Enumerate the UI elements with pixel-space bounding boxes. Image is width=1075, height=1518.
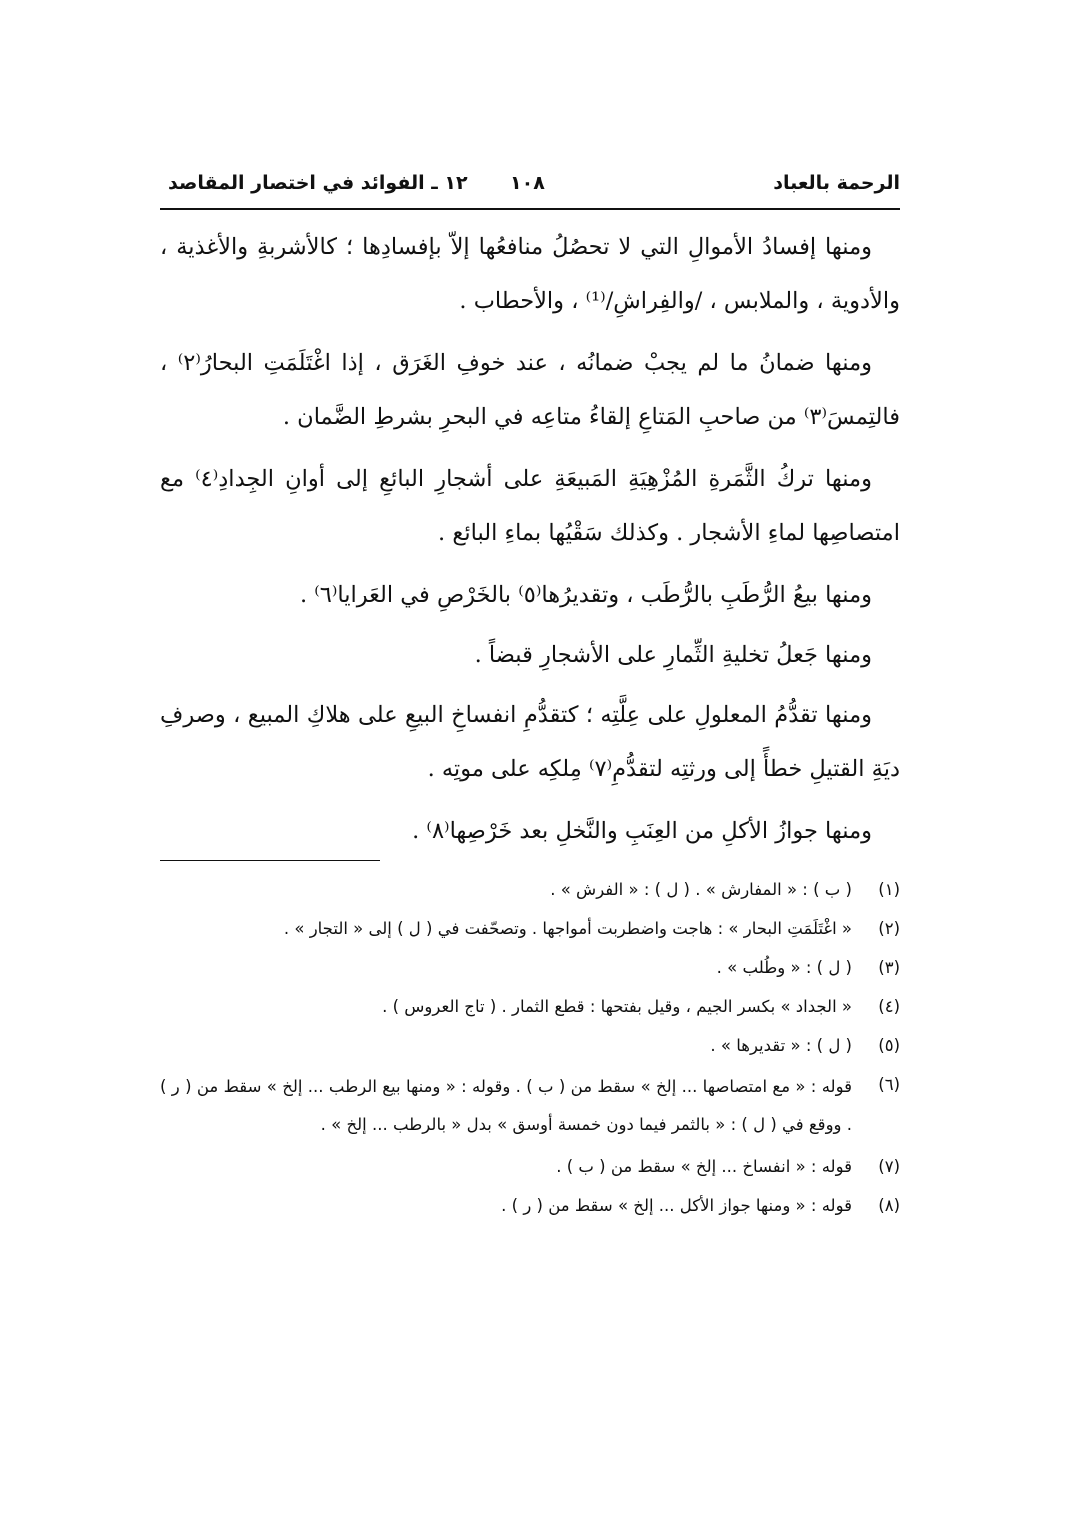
paragraph: ومنها تركُ الثَّمَرةِ المُزْهِيَةِ المَبيعَةِ على أشجارِ البائعِ إلى أوانِ الجِدادِ⁽٤⁾ مع امتصاصِها لماءِ الأشجار . وكذلك سَقْيُها بماءِ البائع . xyxy=(160,466,900,546)
footnote xyxy=(160,873,900,906)
footnotes xyxy=(160,873,900,1222)
footnote-rule xyxy=(160,860,380,861)
footnote-number: (٣) xyxy=(878,958,900,977)
page-number: ١٠٨ xyxy=(510,172,545,194)
paragraph: ومنها جوازُ الأكلِ من العِنَبِ والنَّخلِ بعد خَرْصِها⁽٨⁾ . xyxy=(412,818,872,844)
footnote xyxy=(160,990,900,1023)
footnote-text: ( ل ) : « وطُلب » . xyxy=(716,958,852,977)
header-rule xyxy=(160,208,900,210)
footnote xyxy=(160,1068,900,1144)
footnote-number: (٢) xyxy=(878,919,900,938)
main-text xyxy=(160,220,900,858)
footnote xyxy=(160,1029,900,1062)
footnote-text: قوله : « مع امتصاصها ... إلخ » سقط من ( ب ) . وقوله : « ومنها بيع الرطب ... إلخ » سقط من ( ر ) . ووقع في ( ل ) : « بالثمر فيما دون خمسة أوسق » بدل « بالرطب ... إلخ » . xyxy=(160,1077,852,1134)
footnote-number: (٥) xyxy=(878,1036,900,1055)
paragraph: ومنها جَعلُ تخليةِ الثِّمارِ على الأشجارِ قبضاً . xyxy=(474,642,872,668)
paragraph: ومنها تقدُّمُ المعلولِ على عِلَّتِه ؛ كتقدُّمِ انفساخِ البيعِ على هلاكِ المبيع ، وصرفِ ديَةِ القتيلِ خطأً إلى ورثتِه لتقدُّمِ⁽٧⁾ مِلكِه على موتِه . xyxy=(160,702,900,782)
paragraph: ومنها ضمانُ ما لم يجبْ ضمانُه ، عند خوفِ الغَرَق ، إذا اغْتَلَمَتِ البحارُ⁽٢⁾ ، فالتِمسَ⁽٣⁾ من صاحبِ المَتاعِ إلقاءُ متاعِه في البحرِ بشرطِ الضَّمان . xyxy=(160,350,900,430)
footnote-number: (٦) xyxy=(878,1075,900,1094)
document-page xyxy=(160,172,900,1228)
header-book-title: الرحمة بالعباد xyxy=(773,172,900,194)
running-header xyxy=(160,172,900,202)
footnote-text: ( ل ) : « تقديرها » . xyxy=(710,1036,852,1055)
footnote-number: (٧) xyxy=(878,1157,900,1176)
footnote-number: (٤) xyxy=(878,997,900,1016)
footnote-text: قوله : « انفساخ ... إلخ » سقط من ( ب ) . xyxy=(556,1157,852,1176)
header-chapter-title: ١٢ ـ الفوائد في اختصار المقاصد xyxy=(168,172,468,194)
footnote xyxy=(160,912,900,945)
footnote-text: « اغْتَلَمَتِ البحار » : هاجت واضطربت أمواجها . وتصحّفت في ( ل ) إلى « التجار » . xyxy=(283,919,852,938)
footnote-text: قوله : « ومنها جواز الأكل ... إلخ » سقط من ( ر ) . xyxy=(501,1196,852,1215)
footnote-text: ( ب ) : « المفارش » . ( ل ) : « الفرش » . xyxy=(550,880,852,899)
footnote xyxy=(160,1150,900,1183)
footnote xyxy=(160,951,900,984)
footnote-number: (١) xyxy=(878,880,900,899)
paragraph: ومنها إفسادُ الأموالِ التي لا تحصُلُ منافعُها إلاّ بإفسادِها ؛ كالأشربةِ والأغذية ، والأدوية ، والملابس ، /والفِراشِ/⁽¹⁾ ، والأحطاب . xyxy=(160,234,900,314)
paragraph: ومنها بيعُ الرُّطَبِ بالرُّطَب ، وتقديرُها⁽٥⁾ بالخَرْصِ في العَرايا⁽٦⁾ . xyxy=(299,582,872,608)
footnote-number: (٨) xyxy=(878,1196,900,1215)
footnote-text: « الجداد » بكسر الجيم ، وقيل بفتحها : قطع الثمار . ( تاج العروس ) . xyxy=(382,997,852,1016)
footnote xyxy=(160,1189,900,1222)
